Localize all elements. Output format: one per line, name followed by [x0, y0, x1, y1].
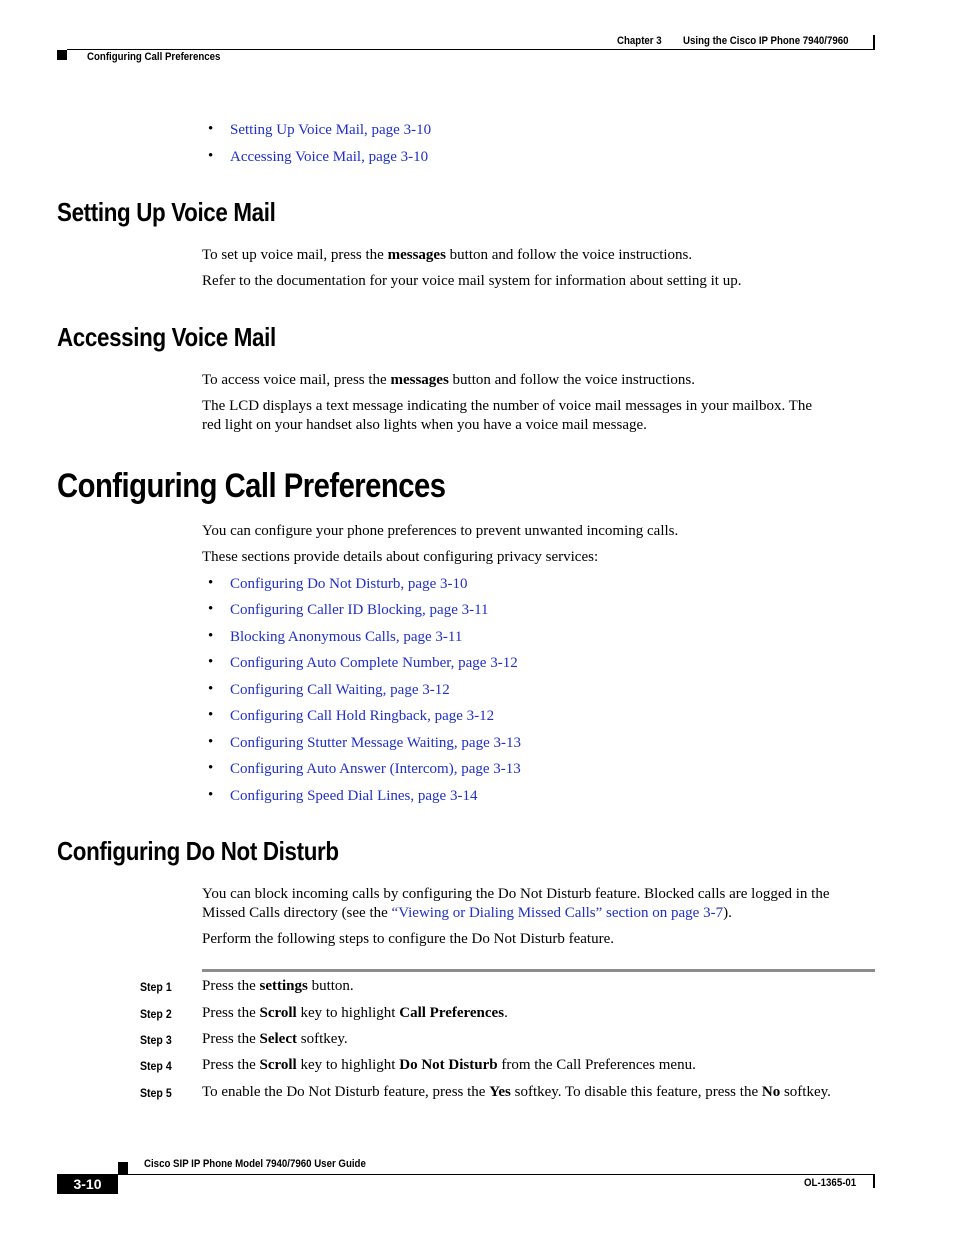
- link-configuring-stutter-message-waiting[interactable]: Configuring Stutter Message Waiting, page 3-13: [230, 735, 521, 751]
- text: ).: [723, 905, 732, 921]
- step-5-text: [202, 1083, 831, 1102]
- text: Press the: [202, 1031, 260, 1047]
- text: To set up voice mail, press the: [202, 247, 388, 263]
- bullet-icon: •: [208, 628, 214, 644]
- bullet-icon: •: [208, 148, 214, 164]
- step-label: Step 1: [140, 980, 172, 994]
- text: To access voice mail, press the: [202, 372, 391, 388]
- bullet-icon: •: [208, 121, 214, 137]
- text: key to highlight: [296, 1057, 400, 1073]
- bullet-icon: •: [208, 760, 214, 776]
- access-vm-paragraph-1: [202, 371, 695, 390]
- link-accessing-voice-mail[interactable]: Accessing Voice Mail, page 3-10: [230, 149, 429, 165]
- link-configuring-caller-id-blocking[interactable]: Configuring Caller ID Blocking, page 3-11: [230, 602, 489, 618]
- footer-rule: [57, 1174, 875, 1175]
- running-section-title: Configuring Call Preferences: [87, 51, 221, 63]
- dnd-paragraph-1-line-2: [202, 904, 732, 923]
- heading-configuring-do-not-disturb: Configuring Do Not Disturb: [57, 836, 339, 866]
- text: button and follow the voice instructions.: [448, 372, 696, 388]
- link-configuring-speed-dial-lines[interactable]: Configuring Speed Dial Lines, page 3-14: [230, 788, 478, 804]
- text: button.: [307, 978, 354, 994]
- bullet-icon: •: [208, 787, 214, 803]
- link-configuring-do-not-disturb[interactable]: Configuring Do Not Disturb, page 3-10: [230, 576, 468, 592]
- dnd-paragraph-1-line-1: You can block incoming calls by configuring the Do Not Disturb feature. Blocked calls are logged in the: [202, 886, 830, 902]
- header-vertical-rule: [873, 35, 875, 49]
- bullet-icon: •: [208, 734, 214, 750]
- text: Press the: [202, 1057, 260, 1073]
- procedure-rule: [202, 969, 875, 972]
- yes-softkey-term: Yes: [489, 1084, 511, 1100]
- scroll-key-term: Scroll: [259, 1057, 297, 1073]
- bullet-icon: •: [208, 654, 214, 670]
- step-label: Step 5: [140, 1086, 172, 1100]
- link-configuring-auto-complete-number[interactable]: Configuring Auto Complete Number, page 3-12: [230, 655, 518, 671]
- setup-vm-paragraph-2: Refer to the documentation for your voice mail system for information about setting it up.: [202, 273, 742, 289]
- text: from the Call Preferences menu.: [497, 1057, 696, 1073]
- doc-number: OL-1365-01: [804, 1177, 857, 1189]
- bullet-icon: •: [208, 707, 214, 723]
- text: Missed Calls directory (see the: [202, 905, 392, 921]
- text: key to highlight: [296, 1005, 400, 1021]
- page-number-box: [57, 1174, 118, 1194]
- text: To enable the Do Not Disturb feature, press the: [202, 1084, 490, 1100]
- access-vm-paragraph-2-line-2: red light on your handset also lights when you have a voice mail message.: [202, 417, 647, 433]
- no-softkey-term: No: [761, 1084, 781, 1100]
- setup-vm-paragraph-1: [202, 246, 692, 265]
- chapter-title: Using the Cisco IP Phone 7940/7960: [683, 35, 849, 47]
- step-4-text: [202, 1056, 696, 1075]
- access-vm-paragraph-2-line-1: The LCD displays a text message indicating the number of voice mail messages in your mailbox. The: [202, 398, 812, 414]
- footer-vertical-rule: [873, 1175, 875, 1188]
- footer-guide-title: Cisco SIP IP Phone Model 7940/7960 User Guide: [144, 1158, 366, 1170]
- text: softkey.: [296, 1031, 348, 1047]
- chapter-label: Chapter 3: [617, 35, 662, 47]
- step-label: Step 3: [140, 1033, 172, 1047]
- do-not-disturb-term: Do Not Disturb: [399, 1057, 498, 1073]
- heading-accessing-voice-mail: Accessing Voice Mail: [57, 322, 276, 352]
- header-rule: [67, 49, 875, 50]
- link-configuring-auto-answer[interactable]: Configuring Auto Answer (Intercom), page 3-13: [230, 761, 521, 777]
- step-3-text: [202, 1030, 348, 1049]
- heading-setting-up-voice-mail: Setting Up Voice Mail: [57, 197, 276, 227]
- footer-marker-square: [118, 1162, 128, 1174]
- text: Press the: [202, 1005, 260, 1021]
- step-2-text: [202, 1004, 508, 1023]
- text: softkey.: [780, 1084, 831, 1100]
- call-prefs-paragraph-1: You can configure your phone preferences to prevent unwanted incoming calls.: [202, 523, 679, 539]
- messages-button-term: messages: [390, 372, 449, 388]
- call-preferences-term: Call Preferences: [399, 1005, 505, 1021]
- text: .: [504, 1005, 508, 1021]
- select-softkey-term: Select: [259, 1031, 297, 1047]
- text: softkey. To disable this feature, press the: [510, 1084, 762, 1100]
- bullet-icon: •: [208, 681, 214, 697]
- text: button and follow the voice instructions.: [445, 247, 693, 263]
- dnd-paragraph-2: Perform the following steps to configure the Do Not Disturb feature.: [202, 931, 614, 947]
- heading-configuring-call-preferences: Configuring Call Preferences: [57, 467, 446, 505]
- bullet-icon: •: [208, 575, 214, 591]
- text: Press the: [202, 978, 260, 994]
- scroll-key-term: Scroll: [259, 1005, 297, 1021]
- step-label: Step 4: [140, 1059, 172, 1073]
- header-marker-square: [57, 50, 67, 60]
- link-setting-up-voice-mail[interactable]: Setting Up Voice Mail, page 3-10: [230, 122, 432, 138]
- settings-button-term: settings: [259, 978, 308, 994]
- link-configuring-call-waiting[interactable]: Configuring Call Waiting, page 3-12: [230, 682, 450, 698]
- link-configuring-call-hold-ringback[interactable]: Configuring Call Hold Ringback, page 3-12: [230, 708, 495, 724]
- link-blocking-anonymous-calls[interactable]: Blocking Anonymous Calls, page 3-11: [230, 629, 463, 645]
- link-viewing-dialing-missed-calls[interactable]: “Viewing or Dialing Missed Calls” section on page 3-7: [391, 905, 724, 921]
- step-1-text: [202, 977, 354, 996]
- page-number: 3-10: [73, 1176, 102, 1192]
- call-prefs-paragraph-2: These sections provide details about configuring privacy services:: [202, 549, 599, 565]
- bullet-icon: •: [208, 601, 214, 617]
- step-label: Step 2: [140, 1007, 172, 1021]
- messages-button-term: messages: [387, 247, 446, 263]
